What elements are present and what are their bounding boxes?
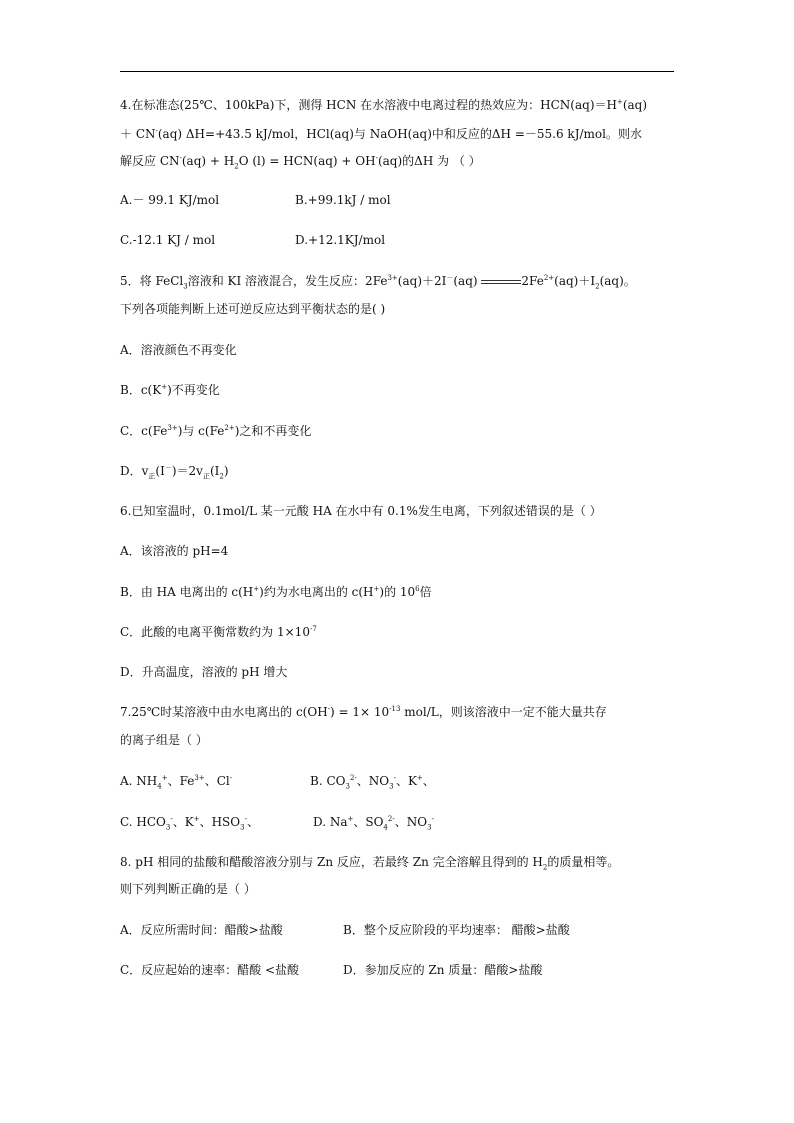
q6-option-d: D．升高温度，溶液的 pH 增大 xyxy=(120,665,288,679)
q8-option-c: C．反应起始的速率：醋酸 <盐酸 xyxy=(120,963,300,977)
q8-option-a: A．反应所需时间：醋酸>盐酸 xyxy=(120,923,283,937)
q7-line-1: 7.25℃时某溶液中由水电离出的 $c(OH^-) = 1\times 10^{-13}$ mol/L，则该溶液中一定不能大量共存 xyxy=(120,705,607,719)
q8-option-b: B．整个反应阶段的平均速率： 醋酸>盐酸 xyxy=(343,923,570,937)
q8-option-d: D．参加反应的 Zn 质量：醋酸>盐酸 xyxy=(343,963,543,977)
q5-line-2: 下列各项能判断上述可逆反应达到平衡状态的是( ) xyxy=(120,302,386,316)
q7-option-c: C. $HCO_3^-$、K+、$HSO_3^-$、 xyxy=(120,815,259,832)
q4-line-3: 解反应 $CN^-(aq) + H_2O$ (l) = HCN(aq) + OH-(aq)的ΔH 为 （ ） xyxy=(120,154,481,171)
q5-option-d: D．$v_正(I^-)=2v_正(I_2)$ xyxy=(120,464,229,481)
q4-option-a: A.－ 99.1 KJ/mol xyxy=(120,193,220,207)
q5-line-1: 5．将 FeCl$_3$溶液和 KI 溶液混合，发生反应：$2Fe^{3+}(aq)+2I^-(aq)$ $2Fe^{2+}(aq)+I_2(aq)$。 xyxy=(120,274,636,291)
q7-line-2: 的离子组是（ ） xyxy=(120,733,208,747)
reversible-arrow-icon xyxy=(481,278,521,286)
q8-line-1: 8. pH 相同的盐酸和醋酸溶液分别与 Zn 反应，若最终 Zn 完全溶解且得到的 $H_2$的质量相等。 xyxy=(120,855,620,872)
q7-option-d: D. Na+、$SO_4^{2-}$、$NO_3^-$ xyxy=(313,815,434,832)
q7-option-a: A. $NH_4^+$、$Fe^{3+}$、Cl- xyxy=(120,774,233,791)
q4-option-d: D.+12.1KJ/mol xyxy=(295,233,386,247)
q4-option-b: B.+99.1kJ / mol xyxy=(295,193,391,207)
q6-option-a: A．该溶液的 pH=4 xyxy=(120,544,229,558)
q6-option-c: C．此酸的电离平衡常数约为 $1\times 10^{-7}$ xyxy=(120,625,317,639)
q6-option-b: B．由 HA 电离出的 c(H+)约为水电离出的 c(H+)的 $10^6$倍 xyxy=(120,585,432,599)
q8-line-2: 则下列判断正确的是（ ） xyxy=(120,882,256,896)
q4-line-2: ＋ CN-(aq) ΔH=+43.5 kJ/mol，HCl(aq)与 NaOH(aq)中和反应的ΔH =－55.6 kJ/mol。则水 xyxy=(120,127,642,141)
header-rule xyxy=(120,71,674,72)
q4-line-1: 4.在标准态(25℃、100kPa)下，测得 HCN 在水溶液中电离过程的热效应为：HCN(aq)＝H+(aq) xyxy=(120,98,648,112)
q6-line-1: 6.已知室温时，0.1mol/L 某一元酸 HA 在水中有 0.1%发生电离，下列叙述错误的是（ ） xyxy=(120,504,602,518)
q5-option-b: B．c(K+)不再变化 xyxy=(120,383,220,397)
q5-option-c: C．$c(Fe^{3+})$与 $c(Fe^{2+})$之和不再变化 xyxy=(120,424,312,438)
q7-option-b: B. $CO_3^{2-}$、$NO_3^-$、K+、 xyxy=(310,774,435,791)
q4-option-c: C.-12.1 KJ / mol xyxy=(120,233,216,247)
q5-option-a: A．溶液颜色不再变化 xyxy=(120,343,237,357)
